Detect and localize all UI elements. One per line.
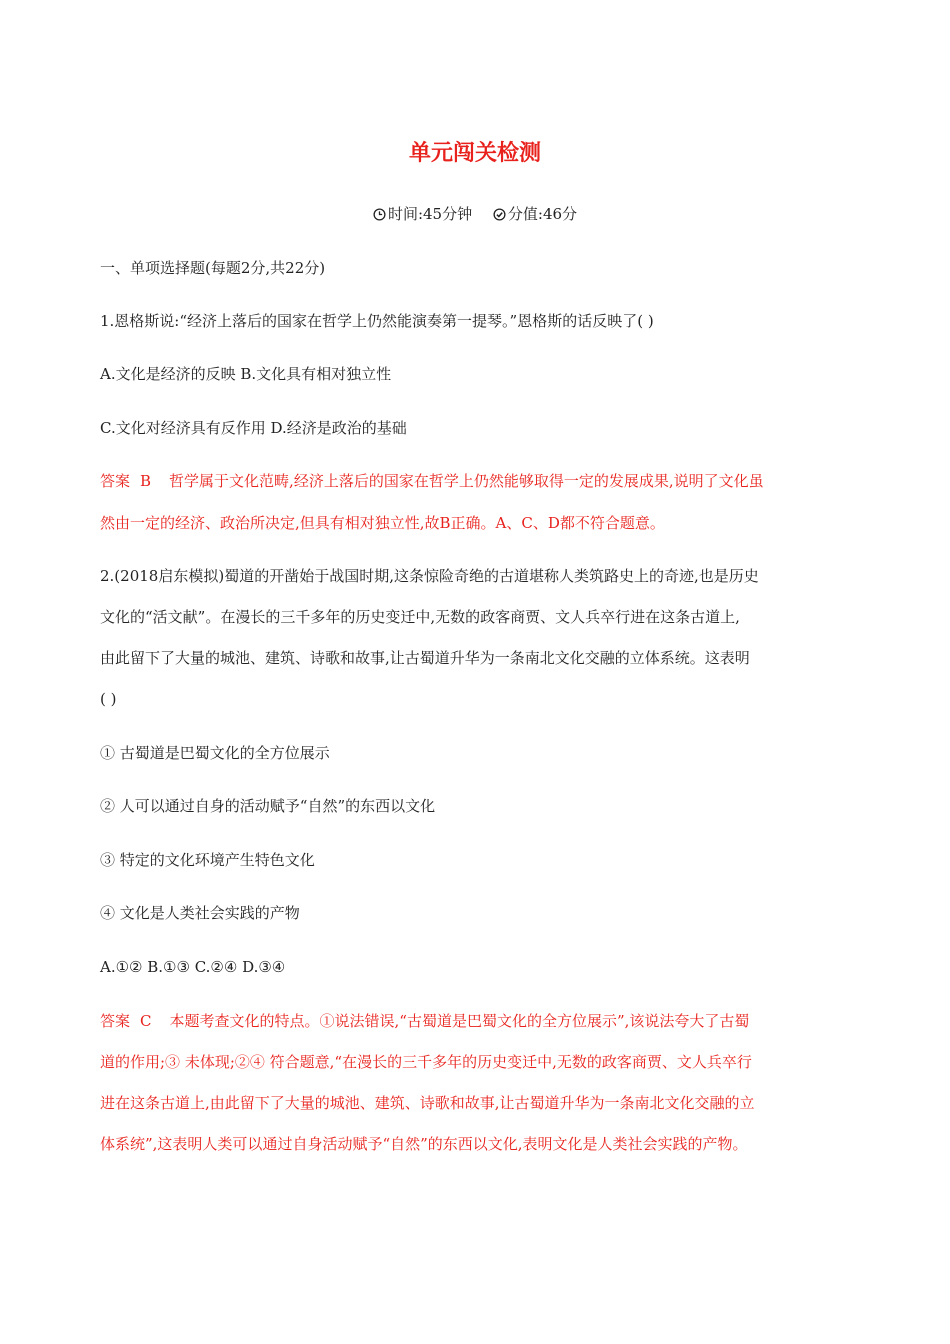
question-2-stem-line: ( ) (100, 690, 117, 708)
statement-4: ④ 文化是人类社会实践的产物 (100, 904, 300, 922)
question-1-options-1: A.文化是经济的反映 B.文化具有相对独立性 (100, 365, 392, 383)
question-2-answer (100, 1011, 860, 1031)
answer-explanation-line: 道的作用;③ 未体现;②④ 符合题意,“在漫长的三千多年的历史变迁中,无数的政客商贾、文人兵卒行 (100, 1053, 752, 1071)
time-text: 时间:45分钟 (387, 205, 473, 223)
page-title: 单元闯关检测 (408, 141, 541, 166)
time-info (373, 203, 472, 224)
question-1-answer (100, 471, 860, 491)
question-1-stem: 1.恩格斯说:“经济上落后的国家在哲学上仍然能演奏第一提琴。”恩格斯的话反映了( ) (100, 312, 654, 330)
answer-explanation-line: 本题考查文化的特点。①说法错误,“古蜀道是巴蜀文化的全方位展示”,该说法夸大了古蜀 (169, 1012, 750, 1030)
answer-value: B (140, 472, 152, 490)
section-heading: 一、单项选择题(每题2分,共22分) (100, 259, 326, 277)
check-circle-icon (493, 208, 506, 221)
exam-meta (0, 203, 950, 224)
answer-tag: 答案 (100, 1012, 131, 1030)
answer-explanation-line: 进在这条古道上,由此留下了大量的城池、建筑、诗歌和故事,让古蜀道升华为一条南北文化交融的立 (100, 1094, 755, 1112)
question-2-stem-line: 由此留下了大量的城池、建筑、诗歌和故事,让古蜀道升华为一条南北文化交融的立体系统。这表明 (100, 649, 750, 667)
statement-2: ② 人可以通过自身的活动赋予“自然”的东西以文化 (100, 797, 436, 815)
answer-explanation-line: 体系统”,这表明人类可以通过自身活动赋予“自然”的东西以文化,表明文化是人类社会实践的产物。 (100, 1135, 748, 1153)
question-2-options: A.①② B.①③ C.②④ D.③④ (100, 958, 286, 976)
answer-value: C (140, 1012, 152, 1030)
question-2-stem-line: 2.(2018启东模拟)蜀道的开凿始于战国时期,这条惊险奇绝的古道堪称人类筑路史上的奇迹,也是历史 (100, 567, 759, 585)
question-2-stem-line: 文化的“活文献”。在漫长的三千多年的历史变迁中,无数的政客商贾、文人兵卒行进在这条古道上, (100, 608, 740, 626)
score-text: 分值:46分 (507, 205, 578, 223)
statement-1: ① 古蜀道是巴蜀文化的全方位展示 (100, 744, 330, 762)
clock-icon (373, 208, 386, 221)
answer-explanation-line: 然由一定的经济、政治所决定,但具有相对独立性,故B正确。A、C、D都不符合题意。 (100, 514, 665, 532)
score-info (493, 203, 577, 224)
answer-tag: 答案 (100, 472, 131, 490)
question-1-options-2: C.文化对经济具有反作用 D.经济是政治的基础 (100, 419, 407, 437)
answer-explanation-line: 哲学属于文化范畴,经济上落后的国家在哲学上仍然能够取得一定的发展成果,说明了文化虽 (169, 472, 764, 490)
statement-3: ③ 特定的文化环境产生特色文化 (100, 851, 315, 869)
